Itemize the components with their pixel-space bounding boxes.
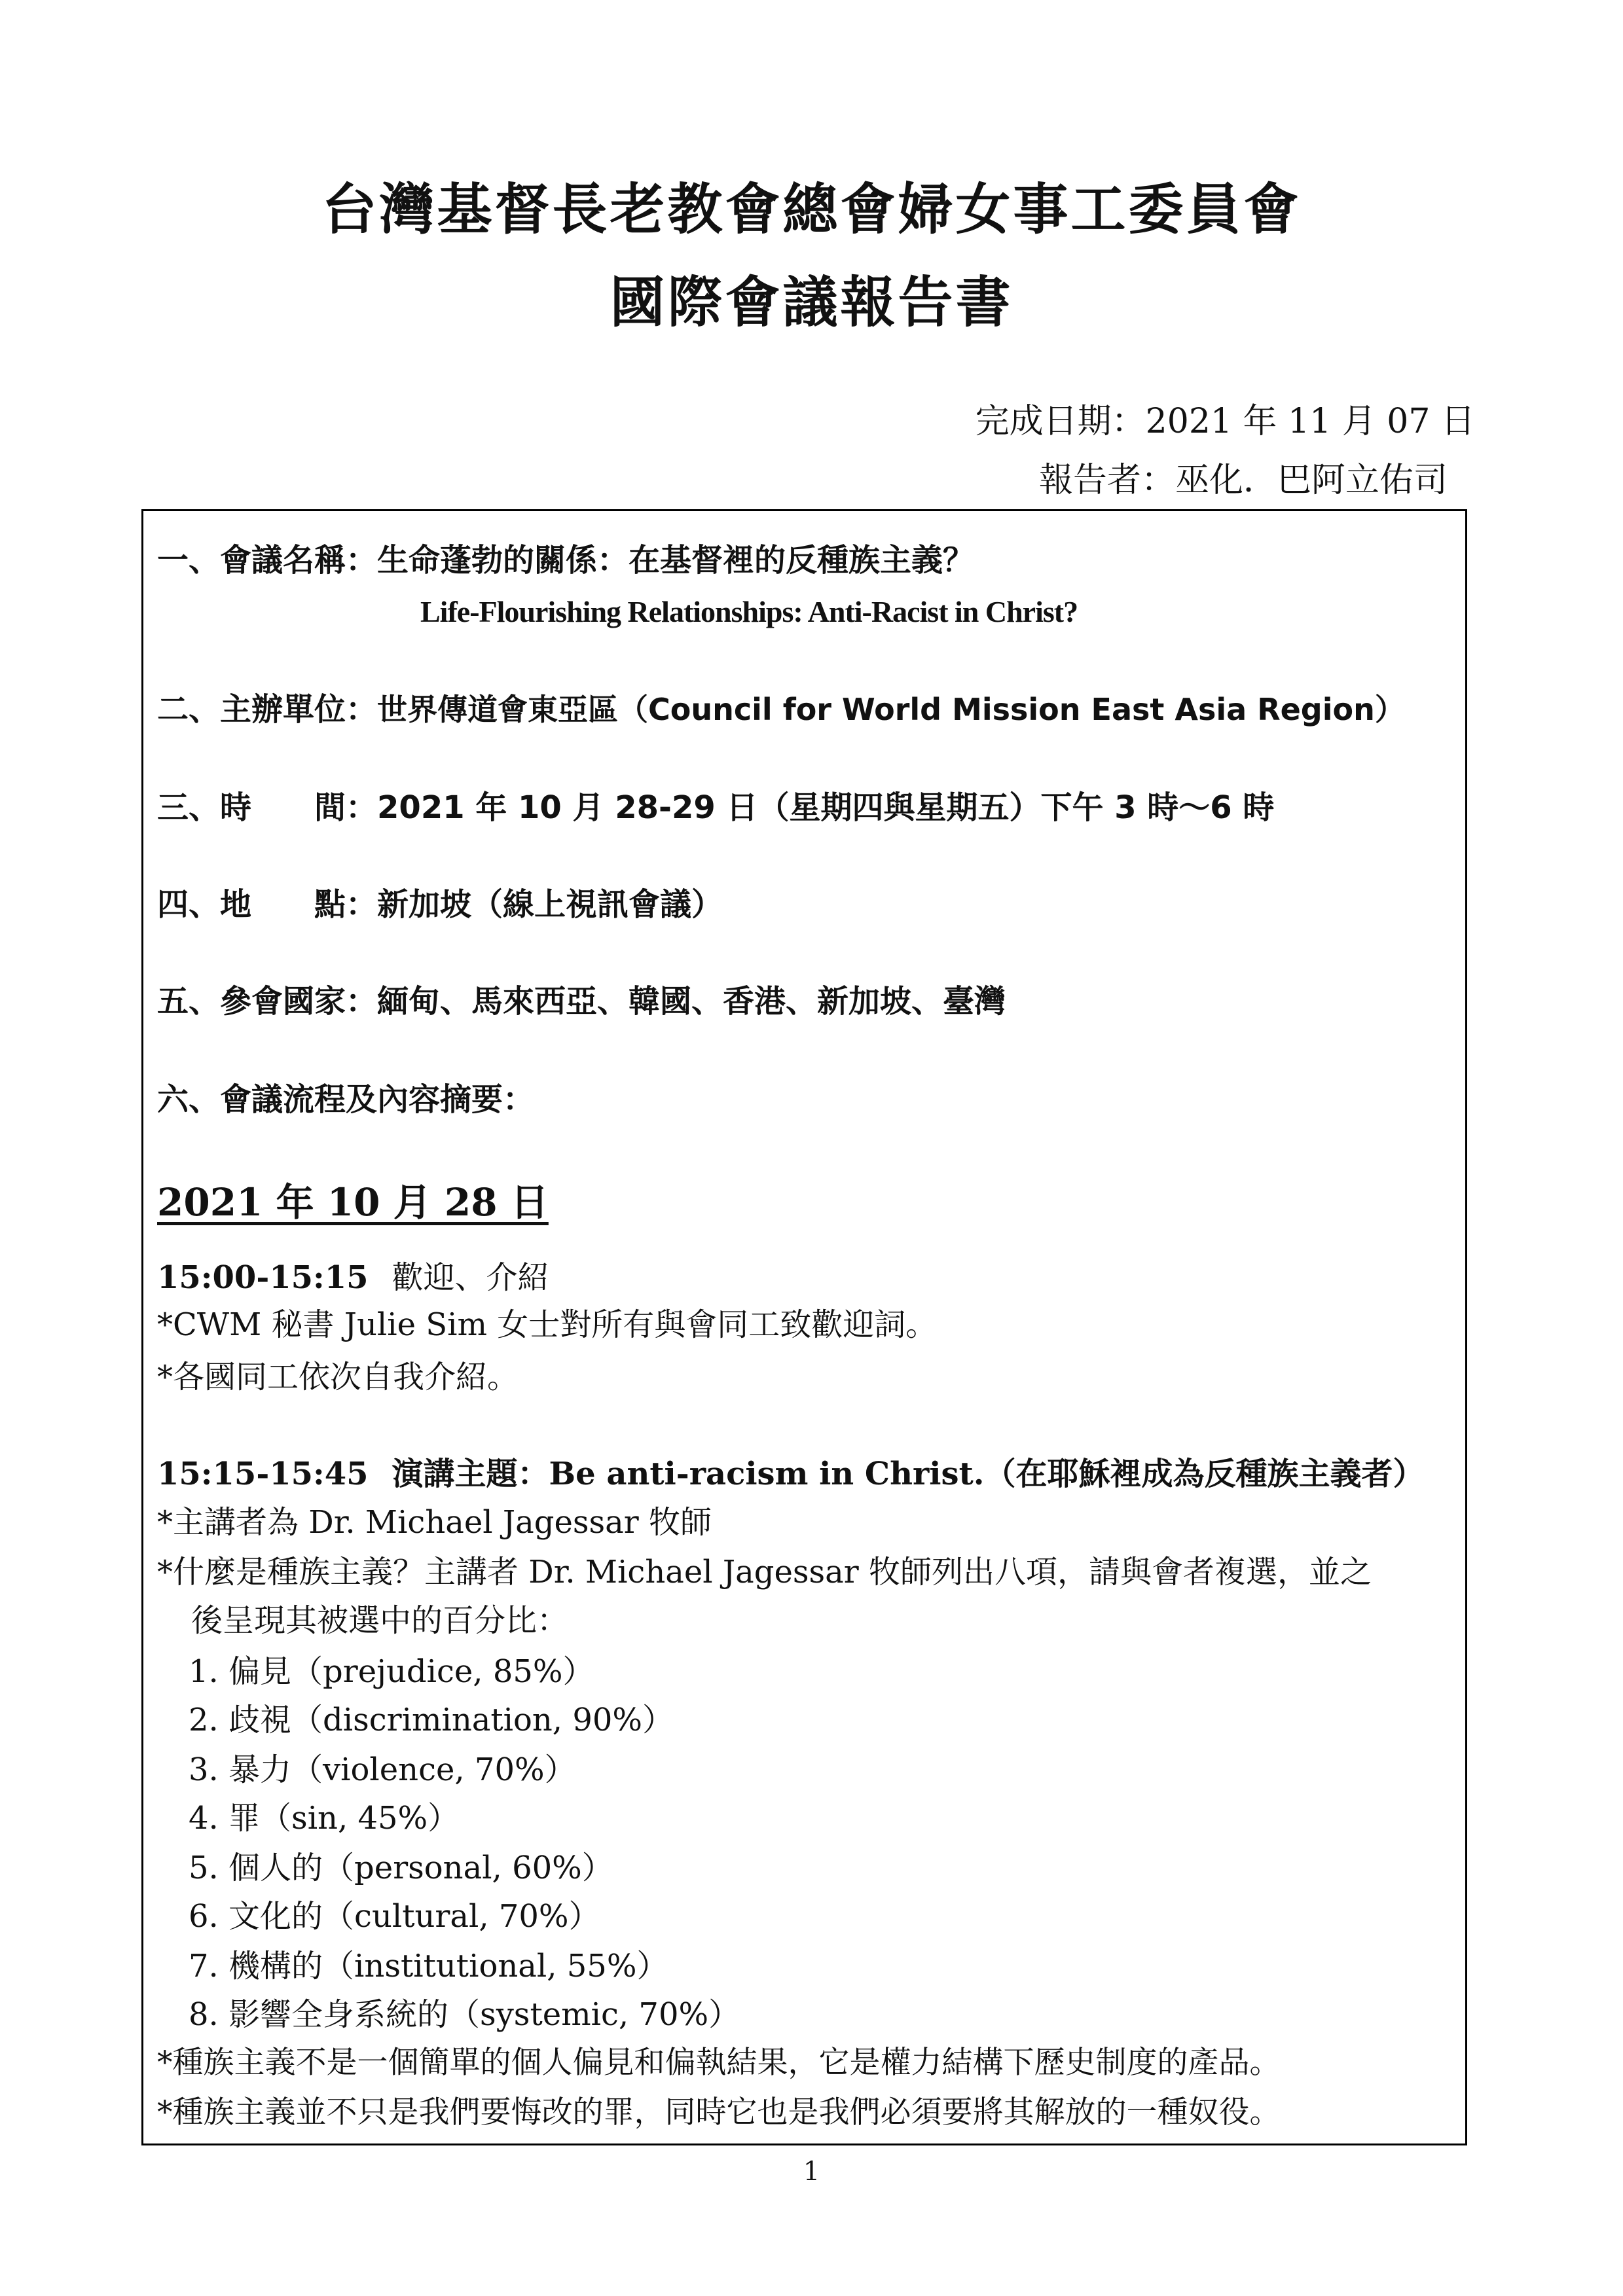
item-label: 六、會議流程及內容摘要： <box>157 1081 535 1118</box>
item-meeting-name-english: Life-Flourishing Relationships: Anti-Racist in Christ? <box>420 595 1078 628</box>
racism-item: 5. 個人的（personal, 60%） <box>189 1850 613 1886</box>
racism-item: 8. 影響全身系統的（systemic, 70%） <box>189 1996 740 2033</box>
session-topic: 演講主題：Be anti-racism in Christ.（在耶穌裡成為反種族主義者） <box>392 1456 1425 1492</box>
session-2-header <box>157 1458 1424 1490</box>
racism-item: 3. 暴力（violence, 70%） <box>189 1751 576 1788</box>
item-value: 生命蓬勃的關係：在基督裡的反種族主義？ <box>377 542 975 579</box>
item-value: 世界傳道會東亞區（Council for World Mission East Asia Region） <box>377 692 1405 727</box>
session-time: 15:15-15:45 <box>157 1456 369 1492</box>
item-agenda <box>157 1081 535 1118</box>
session-2-closing: *種族主義並不只是我們要悔改的罪，同時它也是我們必須要將其解放的一種奴役。 <box>157 2094 1281 2130</box>
item-time <box>157 789 1275 826</box>
item-location <box>157 886 723 923</box>
session-2-note: 後呈現其被選中的百分比： <box>191 1602 569 1639</box>
item-value: 2021 年 10 月 28-29 日（星期四與星期五）下午 3 時～6 時 <box>377 789 1275 826</box>
item-countries <box>157 983 1006 1020</box>
report-title-line2: 國際會議報告書 <box>610 270 1013 334</box>
item-label: 三、時 間： <box>157 789 378 826</box>
reporter: 報告者：巫化．巴阿立佑司 <box>1038 461 1448 500</box>
session-2-closing: *種族主義不是一個簡單的個人偏見和偏執結果，它是權力結構下歷史制度的產品。 <box>157 2045 1281 2081</box>
item-label: 五、參會國家： <box>157 983 378 1020</box>
item-organizer <box>157 691 1405 728</box>
racism-item: 7. 機構的（institutional, 55%） <box>189 1948 668 1984</box>
racism-item: 1. 偏見（prejudice, 85%） <box>189 1653 594 1690</box>
session-1-note: *各國同工依次自我介紹。 <box>157 1359 519 1395</box>
item-label: 一、會議名稱： <box>157 542 378 579</box>
item-label: 二、主辦單位： <box>157 691 378 728</box>
session-2-note: *主講者為 Dr. Michael Jagessar 牧師 <box>157 1504 712 1541</box>
session-2-note: *什麼是種族主義？主講者 Dr. Michael Jagessar 牧師列出八項，請與會者複選，並之 <box>157 1554 1372 1590</box>
racism-item: 6. 文化的（cultural, 70%） <box>189 1898 600 1935</box>
page-number: 1 <box>803 2157 820 2187</box>
completion-date: 完成日期：2021 年 11 月 07 日 <box>975 402 1475 441</box>
item-label: 四、地 點： <box>157 886 378 923</box>
item-value: 緬甸、馬來西亞、韓國、香港、新加坡、臺灣 <box>377 983 1006 1020</box>
session-topic: 歡迎、介紹 <box>392 1259 549 1296</box>
day-heading: 2021 年 10 月 28 日 <box>157 1180 549 1225</box>
report-title-line1: 台灣基督長老教會總會婦女事工委員會 <box>321 177 1302 242</box>
racism-item: 2. 歧視（discrimination, 90%） <box>189 1702 674 1738</box>
session-1-header <box>157 1259 549 1296</box>
racism-item: 4. 罪（sin, 45%） <box>189 1800 460 1837</box>
item-value: 新加坡（線上視訊會議） <box>377 886 723 923</box>
session-1-note: *CWM 秘書 Julie Sim 女士對所有與會同工致歡迎詞。 <box>157 1306 938 1343</box>
session-time: 15:00-15:15 <box>157 1259 369 1296</box>
item-meeting-name <box>157 542 975 579</box>
